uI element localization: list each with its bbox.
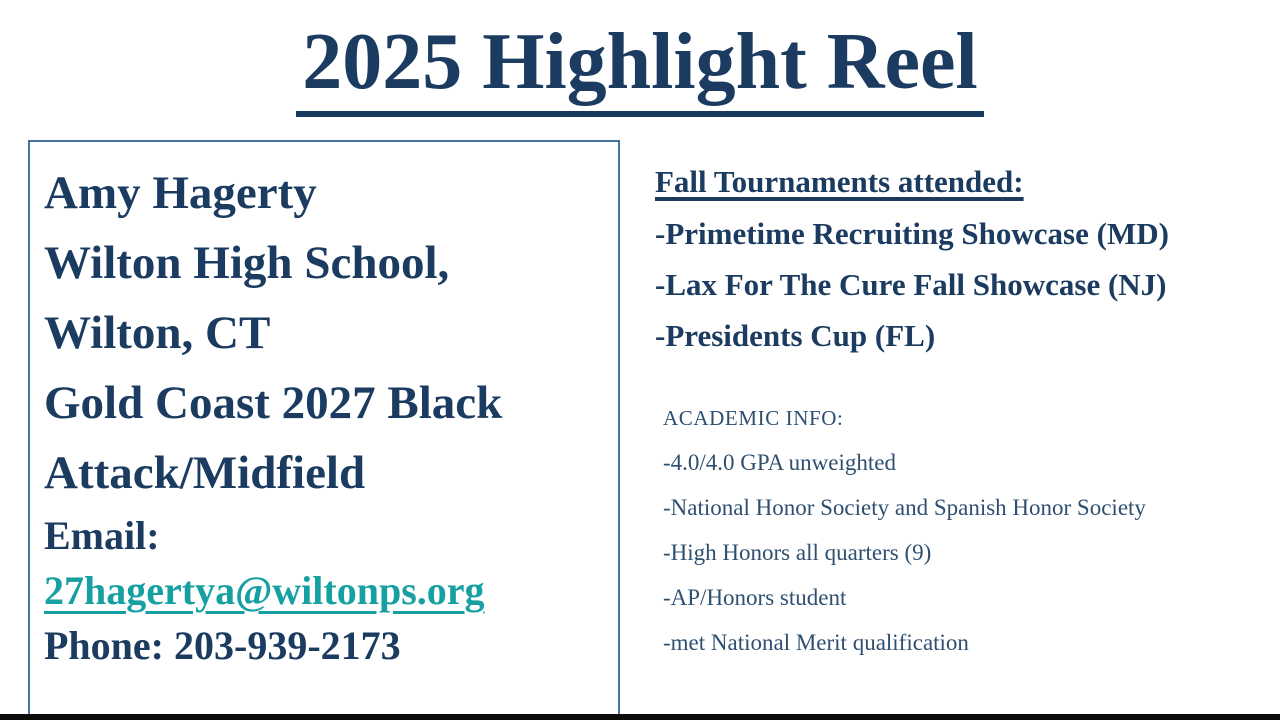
tournament-item: -Lax For The Cure Fall Showcase (NJ) — [655, 267, 1167, 302]
academic-item: -National Honor Society and Spanish Honor Society — [663, 495, 1146, 520]
player-club-team: Gold Coast 2027 Black — [44, 377, 503, 429]
tournaments-heading: Fall Tournaments attended: — [655, 164, 1024, 199]
tournament-item: -Presidents Cup (FL) — [655, 318, 936, 353]
email-link[interactable]: 27hagertya@wiltonps.org — [44, 568, 485, 613]
letterbox-bar — [0, 714, 1280, 720]
academic-item: -met National Merit qualification — [663, 630, 969, 655]
tournaments-section — [655, 156, 1169, 361]
tournaments-list — [655, 208, 1169, 361]
academics-list — [663, 440, 1146, 665]
player-name: Amy Hagerty — [44, 167, 317, 219]
tournament-item: -Primetime Recruiting Showcase (MD) — [655, 216, 1169, 251]
academic-item: -4.0/4.0 GPA unweighted — [663, 450, 896, 475]
player-town: Wilton, CT — [44, 307, 271, 359]
player-position: Attack/Midfield — [44, 447, 366, 499]
academic-item: -High Honors all quarters (9) — [663, 540, 932, 565]
page-title: 2025 Highlight Reel — [296, 20, 984, 117]
phone-line: Phone: 203-939-2173 — [44, 623, 401, 668]
academics-section — [663, 396, 1146, 665]
academic-item: -AP/Honors student — [663, 585, 847, 610]
academics-heading: ACADEMIC INFO: — [663, 406, 844, 430]
title-area — [0, 20, 1280, 117]
player-school: Wilton High School, — [44, 237, 450, 289]
player-info-card — [28, 140, 620, 714]
email-label: Email: — [44, 513, 160, 558]
